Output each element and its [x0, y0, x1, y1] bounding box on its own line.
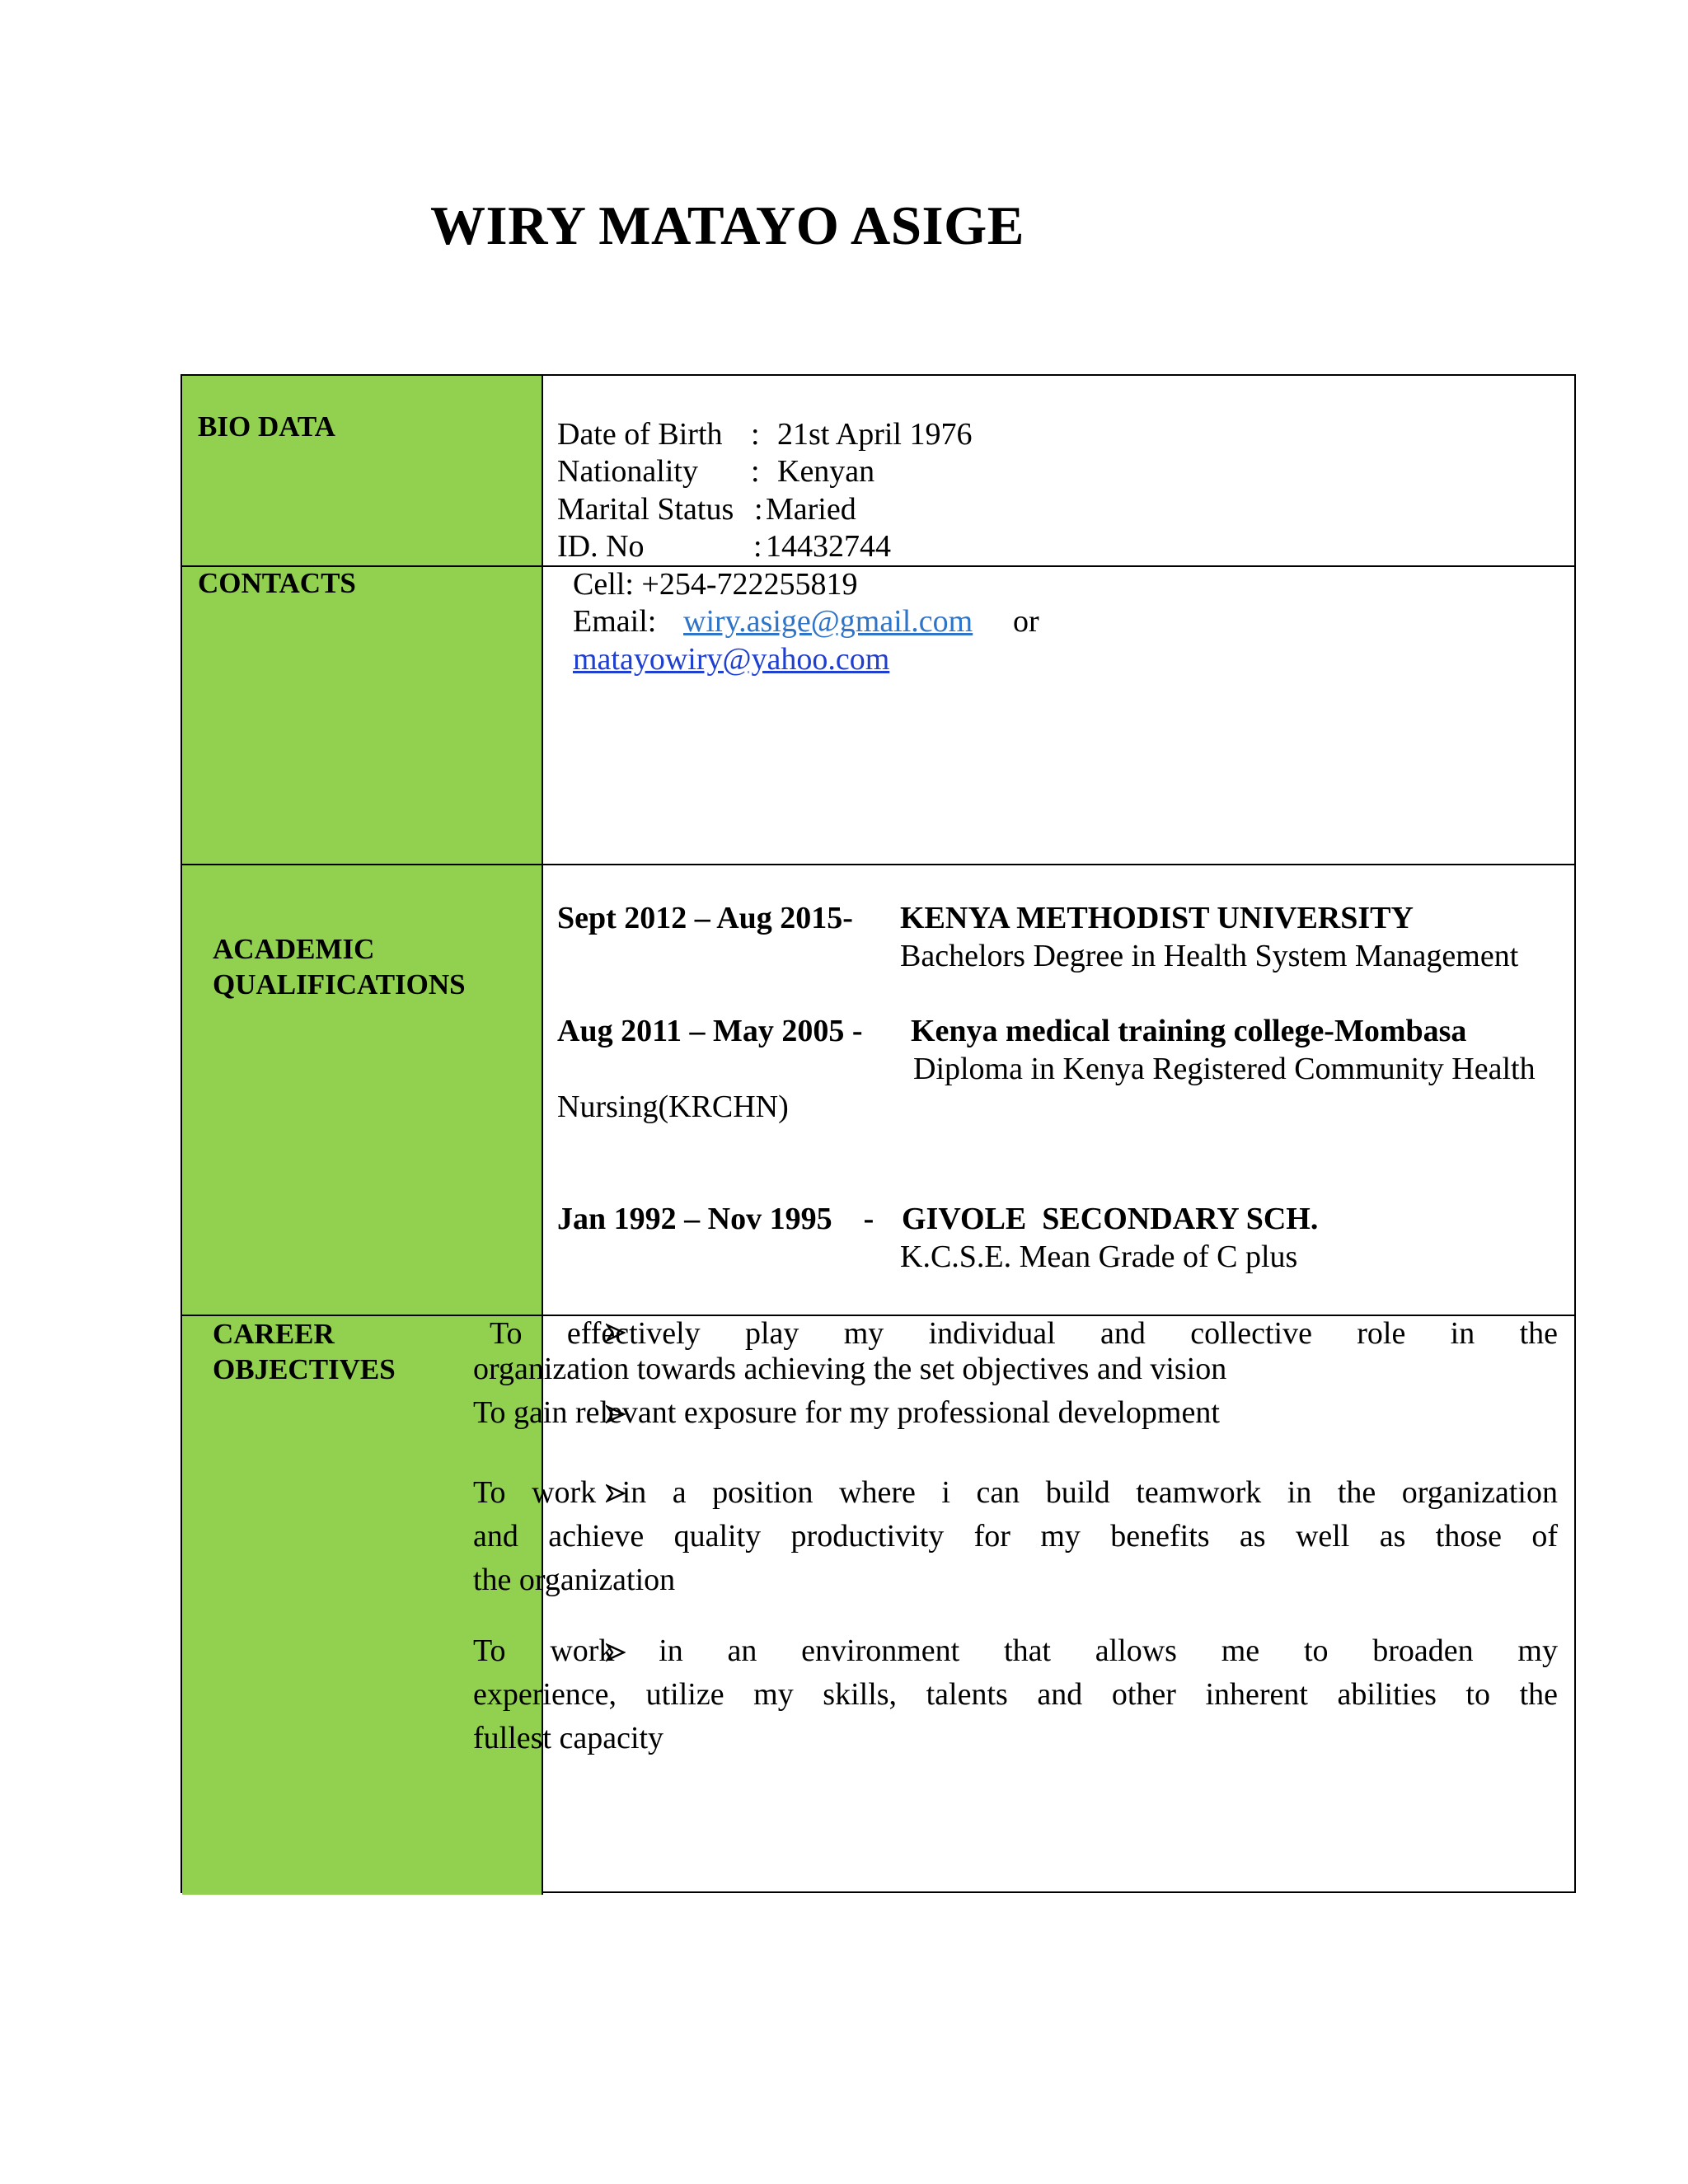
objective-3-line-2: and achieve quality productivity for my benefits as well as those of — [473, 1519, 1558, 1554]
id-no-value: 14432744 — [766, 529, 891, 564]
marital-status-value: Maried — [766, 492, 856, 527]
objective-1-line-1: To effectively play my individual and collective role in the — [490, 1316, 1558, 1351]
objective-4-line-3: fullest capacity — [473, 1721, 664, 1755]
academic-detail-givole: K.C.S.E. Mean Grade of C plus — [900, 1240, 1298, 1274]
objective-3-line-3: the organization — [473, 1563, 676, 1597]
objective-4-line-2: experience, utilize my skills, talents and other inherent abilities to the — [473, 1677, 1558, 1712]
academic-dates-kmtc: Aug 2011 – May 2005 - — [557, 1014, 863, 1048]
email-link-gmail[interactable]: wiry.asige@gmail.com — [683, 604, 973, 639]
bio-data-label: BIO DATA — [198, 410, 335, 443]
contacts-label: CONTACTS — [198, 567, 356, 599]
academic-detail-kemu: Bachelors Degree in Health System Management — [900, 939, 1519, 973]
academic-detail-kmtc-cont: Nursing(KRCHN) — [557, 1090, 789, 1124]
dob-key: Date of Birth — [557, 417, 723, 452]
marital-status-sep: : — [754, 492, 763, 527]
objective-4-line-1: To work in an environment that allows me to broaden my — [473, 1633, 1558, 1668]
nationality-key: Nationality — [557, 454, 698, 489]
email-link-yahoo[interactable]: matayowiry@yahoo.com — [573, 642, 890, 677]
email-or: or — [1013, 604, 1039, 639]
academic-dates-givole: Jan 1992 – Nov 1995 - — [557, 1202, 874, 1236]
id-no-key: ID. No — [557, 529, 645, 564]
academic-label-line-1: ACADEMIC — [213, 933, 375, 965]
objective-3-line-1: To work in a position where i can build teamwork in the organization — [473, 1475, 1558, 1510]
objective-2-line-1: To gain relevant exposure for my professional development — [473, 1395, 1220, 1430]
bio-data-row — [182, 376, 1574, 565]
dob-value: 21st April 1976 — [777, 417, 973, 452]
id-no-sep: : — [753, 529, 762, 564]
cell-phone: Cell: +254-722255819 — [573, 567, 858, 602]
academic-institution-givole: GIVOLE SECONDARY SCH. — [902, 1202, 1319, 1236]
career-label-line-1: CAREER — [213, 1318, 335, 1350]
contacts-row — [182, 565, 1574, 864]
marital-status-key: Marital Status — [557, 492, 734, 527]
academic-row — [182, 864, 1574, 1315]
contacts-value-cell — [543, 567, 1574, 864]
academic-detail-kmtc: Diploma in Kenya Registered Community Health — [913, 1052, 1536, 1086]
nationality-value: Kenyan — [777, 454, 875, 489]
email-label: Email: — [573, 604, 657, 639]
academic-label-cell — [182, 865, 543, 1315]
academic-label-line-2: QUALIFICATIONS — [213, 968, 466, 1001]
bio-data-value-cell — [543, 376, 1574, 565]
page-title: WIRY MATAYO ASIGE — [430, 195, 1025, 256]
academic-dates-kemu: Sept 2012 – Aug 2015- — [557, 901, 853, 935]
academic-institution-kemu: KENYA METHODIST UNIVERSITY — [900, 901, 1414, 935]
bio-data-label-cell — [182, 376, 543, 565]
career-label-line-2: OBJECTIVES — [213, 1353, 396, 1385]
academic-institution-kmtc: Kenya medical training college-Mombasa — [911, 1014, 1467, 1048]
objective-1-line-2: organization towards achieving the set objectives and vision — [473, 1352, 1227, 1386]
contacts-label-cell — [182, 567, 543, 864]
dob-sep: : — [751, 417, 760, 452]
nationality-sep: : — [751, 454, 760, 489]
academic-value-cell — [543, 865, 1574, 1315]
